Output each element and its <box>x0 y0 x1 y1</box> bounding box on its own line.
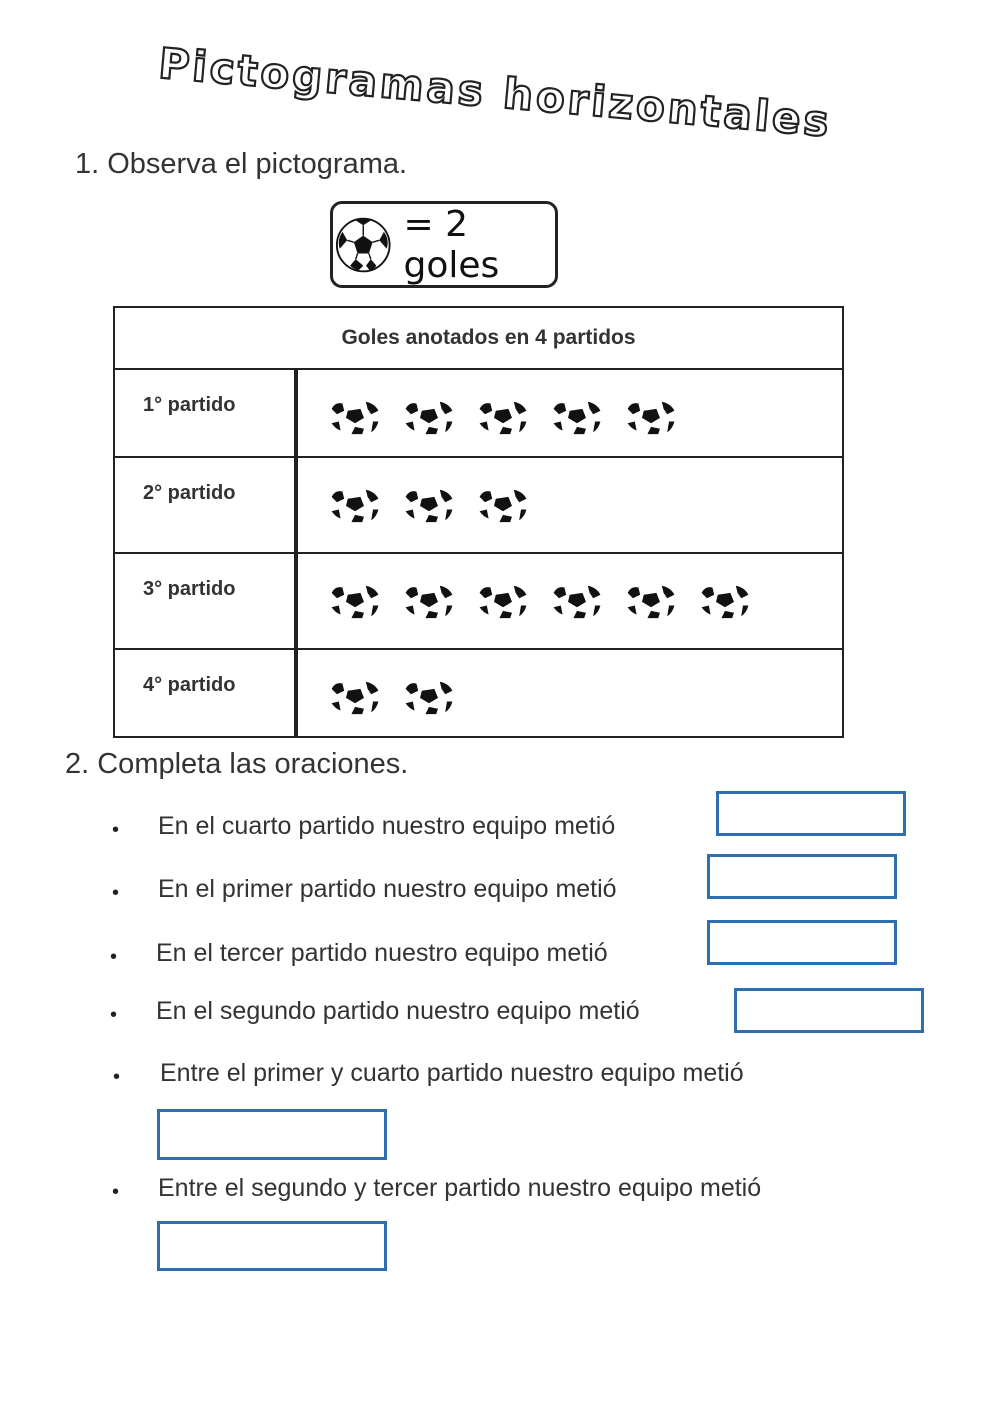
sentence-2: En el primer partido nuestro equipo metió <box>158 875 617 903</box>
row-balls <box>298 458 842 552</box>
bullet: • <box>112 1181 120 1203</box>
row-label: 4° partido <box>115 650 298 736</box>
bullet: • <box>112 882 120 904</box>
soccer-ball-icon <box>328 582 382 620</box>
pictogram-table <box>113 306 844 738</box>
soccer-ball-icon <box>550 582 604 620</box>
pictogram-row <box>115 650 842 736</box>
bullet: • <box>110 946 118 968</box>
pictogram-legend <box>330 201 558 288</box>
question-1: 1. Observa el pictograma. <box>75 148 408 180</box>
soccer-ball-icon <box>402 582 456 620</box>
pictogram-row <box>115 458 842 554</box>
sentence-3: En el tercer partido nuestro equipo metió <box>156 939 608 967</box>
soccer-ball-icon <box>550 398 604 436</box>
pictogram-row <box>115 554 842 650</box>
pictogram-row <box>115 370 842 458</box>
row-balls <box>298 554 842 648</box>
soccer-ball-icon <box>476 398 530 436</box>
soccer-ball-icon <box>402 678 456 716</box>
soccer-ball-icon <box>335 213 391 277</box>
soccer-ball-icon <box>476 582 530 620</box>
row-label: 3° partido <box>115 554 298 648</box>
soccer-ball-icon <box>328 678 382 716</box>
row-balls <box>298 370 842 456</box>
answer-box-3[interactable] <box>707 920 897 965</box>
row-label: 2° partido <box>115 458 298 552</box>
soccer-ball-icon <box>328 486 382 524</box>
soccer-ball-icon <box>624 582 678 620</box>
soccer-ball-icon <box>402 398 456 436</box>
soccer-ball-icon <box>476 486 530 524</box>
row-balls <box>298 650 842 736</box>
legend-text: = 2 goles <box>403 203 500 286</box>
worksheet-title-text: Pictogramas horizontales <box>156 38 834 147</box>
answer-box-2[interactable] <box>707 854 897 899</box>
sentence-4: En el segundo partido nuestro equipo metió <box>156 997 640 1025</box>
soccer-ball-icon <box>402 486 456 524</box>
answer-box-4[interactable] <box>734 988 924 1033</box>
bullet: • <box>112 819 120 841</box>
answer-box-5[interactable] <box>157 1109 387 1160</box>
answer-box-6[interactable] <box>157 1221 387 1271</box>
worksheet-title <box>95 38 895 147</box>
question-2: 2. Completa las oraciones. <box>65 748 409 780</box>
bullet: • <box>110 1004 118 1026</box>
soccer-ball-icon <box>698 582 752 620</box>
soccer-ball-icon <box>624 398 678 436</box>
sentence-6: Entre el segundo y tercer partido nuestro equipo metió <box>158 1174 762 1202</box>
soccer-ball-icon <box>328 398 382 436</box>
sentence-1: En el cuarto partido nuestro equipo metió <box>158 812 616 840</box>
bullet: • <box>113 1066 121 1088</box>
answer-box-1[interactable] <box>716 791 906 836</box>
sentence-5: Entre el primer y cuarto partido nuestro equipo metió <box>160 1059 744 1087</box>
pictogram-title: Goles anotados en 4 partidos <box>115 308 842 370</box>
row-label: 1° partido <box>115 370 298 456</box>
